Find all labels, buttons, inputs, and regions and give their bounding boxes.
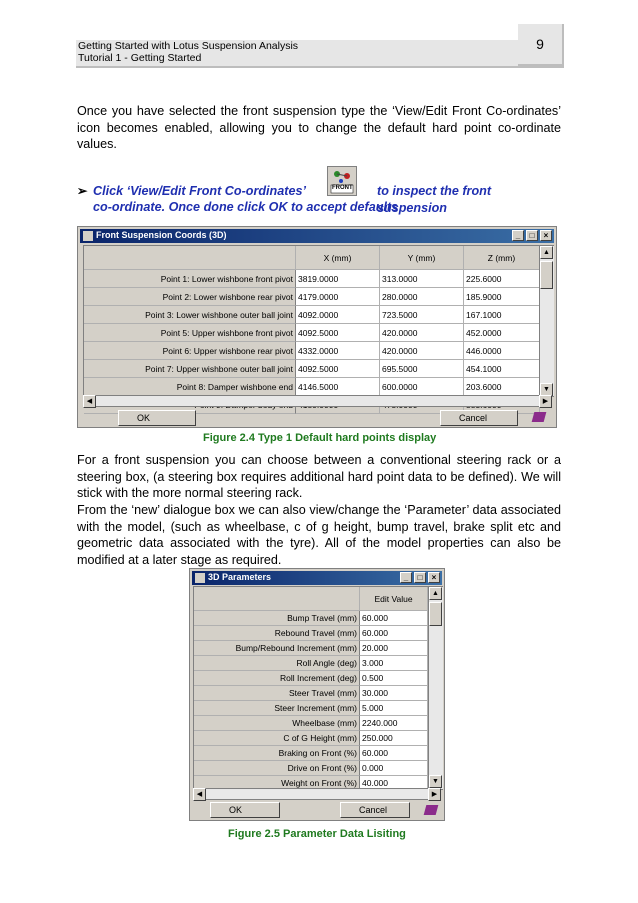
dialog2-vertical-scrollbar[interactable] (428, 587, 443, 789)
dialog1-vertical-scrollbar[interactable] (539, 246, 554, 396)
bullet-arrow-icon: ➢ (77, 184, 88, 198)
parameters-grid[interactable] (193, 586, 443, 790)
column-header-z[interactable]: Z (mm) (464, 246, 540, 270)
table-row[interactable] (194, 686, 442, 701)
table-row[interactable] (84, 378, 553, 396)
row-header: Point 3: Lower wishbone outer ball joint (84, 306, 296, 324)
coords-grid[interactable] (83, 245, 554, 397)
front-suspension-coords-dialog (77, 226, 557, 428)
edit-value-cell[interactable]: 40.000 (360, 776, 428, 791)
maximize-button[interactable]: □ (414, 572, 426, 583)
params-header-row (194, 587, 442, 611)
edit-value-cell[interactable]: 20.000 (360, 641, 428, 656)
y-value-cell[interactable]: 723.5000 (380, 306, 464, 324)
minimize-button[interactable]: _ (512, 230, 524, 241)
corner-cell (194, 587, 360, 611)
table-row[interactable] (194, 656, 442, 671)
view-edit-front-coords-icon[interactable] (327, 166, 357, 196)
edit-value-cell[interactable]: 60.000 (360, 626, 428, 641)
edit-value-cell[interactable]: 2240.000 (360, 716, 428, 731)
edit-value-cell[interactable]: 3.000 (360, 656, 428, 671)
y-value-cell[interactable]: 600.0000 (380, 378, 464, 396)
dialog1-horizontal-scrollbar[interactable] (83, 395, 552, 407)
row-header: Bump/Rebound Increment (mm) (194, 641, 360, 656)
instruction-text-3: co-ordinate. Once done click OK to accept defaults (93, 200, 399, 214)
edit-value-cell[interactable]: 30.000 (360, 686, 428, 701)
table-row[interactable] (84, 288, 553, 306)
scroll-left-button[interactable]: ◀ (193, 788, 206, 801)
scroll-thumb[interactable] (540, 261, 553, 289)
row-header: Rebound Travel (mm) (194, 626, 360, 641)
dialog1-title: Front Suspension Coords (3D) (96, 230, 227, 240)
row-header: Roll Increment (deg) (194, 671, 360, 686)
front-icon-label: FRONT (332, 185, 353, 191)
cancel-button[interactable]: Cancel (440, 410, 518, 426)
row-header: Weight on Front (%) (194, 776, 360, 791)
z-value-cell[interactable]: 185.9000 (464, 288, 540, 306)
header-subtitle: Tutorial 1 - Getting Started (78, 52, 202, 64)
row-header: Point 7: Upper wishbone outer ball joint (84, 360, 296, 378)
intro-paragraph: Once you have selected the front suspension type the ‘View/Edit Front Co-ordinates’ icon becomes enabled, allowing you to change the default hard point co-ordinate values. (77, 104, 561, 151)
z-value-cell[interactable]: 225.6000 (464, 270, 540, 288)
column-header-edit-value[interactable]: Edit Value (360, 587, 428, 611)
z-value-cell[interactable]: 446.0000 (464, 342, 540, 360)
scroll-down-button[interactable]: ▼ (540, 383, 553, 396)
parameter-paragraph: From the ‘new’ dialogue box we can also view/change the ‘Parameter’ data associated with the model, (such as wheelbase, c of g height, bump travel, brake split etc and geometric data associated with the tyre). All of the model properties can also be modified at a later stage as required. (77, 503, 561, 567)
table-row[interactable] (194, 671, 442, 686)
table-row[interactable] (84, 360, 553, 378)
dialog2-titlebar[interactable] (192, 571, 442, 585)
dialog2-title: 3D Parameters (208, 572, 272, 582)
x-value-cell[interactable]: 4092.5000 (296, 360, 380, 378)
coords-header-row (84, 246, 553, 270)
scroll-left-button[interactable]: ◀ (83, 395, 96, 408)
y-value-cell[interactable]: 280.0000 (380, 288, 464, 306)
x-value-cell[interactable]: 4179.0000 (296, 288, 380, 306)
scroll-up-button[interactable]: ▲ (540, 246, 553, 259)
scroll-right-button[interactable]: ▶ (539, 395, 552, 408)
page-header (76, 40, 564, 68)
app-icon (195, 573, 205, 583)
row-header: Roll Angle (deg) (194, 656, 360, 671)
row-header: Point 2: Lower wishbone rear pivot (84, 288, 296, 306)
table-row[interactable] (194, 731, 442, 746)
help-book-icon[interactable] (532, 412, 547, 422)
row-header: Bump Travel (mm) (194, 611, 360, 626)
edit-value-cell[interactable]: 5.000 (360, 701, 428, 716)
table-row[interactable] (194, 626, 442, 641)
column-header-y[interactable]: Y (mm) (380, 246, 464, 270)
row-header: C of G Height (mm) (194, 731, 360, 746)
table-row[interactable] (84, 342, 553, 360)
header-title: Getting Started with Lotus Suspension Analysis (78, 40, 299, 52)
z-value-cell[interactable]: 454.1000 (464, 360, 540, 378)
edit-value-cell[interactable]: 60.000 (360, 746, 428, 761)
table-row[interactable] (194, 611, 442, 626)
page-number: 9 (518, 24, 564, 66)
edit-value-cell[interactable]: 0.000 (360, 761, 428, 776)
column-header-x[interactable]: X (mm) (296, 246, 380, 270)
app-icon (83, 231, 93, 241)
row-header: Point 6: Upper wishbone rear pivot (84, 342, 296, 360)
x-value-cell[interactable]: 4332.0000 (296, 342, 380, 360)
table-row[interactable] (84, 270, 553, 288)
row-header: Wheelbase (mm) (194, 716, 360, 731)
table-row[interactable] (194, 761, 442, 776)
figure-caption-2-4: Figure 2.4 Type 1 Default hard points display (203, 432, 437, 444)
row-header: Point 1: Lower wishbone front pivot (84, 270, 296, 288)
x-value-cell[interactable]: 4146.5000 (296, 378, 380, 396)
scroll-down-button[interactable]: ▼ (429, 775, 442, 788)
y-value-cell[interactable]: 420.0000 (380, 324, 464, 342)
y-value-cell[interactable]: 420.0000 (380, 342, 464, 360)
x-value-cell[interactable]: 3819.0000 (296, 270, 380, 288)
help-book-icon[interactable] (424, 805, 439, 815)
row-header: Steer Increment (mm) (194, 701, 360, 716)
row-header: Braking on Front (%) (194, 746, 360, 761)
table-row[interactable] (194, 701, 442, 716)
ok-button[interactable]: OK (118, 410, 196, 426)
z-value-cell[interactable]: 203.6000 (464, 378, 540, 396)
x-value-cell[interactable]: 4092.0000 (296, 306, 380, 324)
figure-caption-2-5: Figure 2.5 Parameter Data Lisiting (228, 828, 406, 840)
ok-button[interactable]: OK (210, 802, 280, 818)
row-header: Steer Travel (mm) (194, 686, 360, 701)
minimize-button[interactable]: _ (400, 572, 412, 583)
corner-cell (84, 246, 296, 270)
row-header: Drive on Front (%) (194, 761, 360, 776)
parameters-dialog (189, 568, 445, 821)
table-row[interactable] (194, 716, 442, 731)
instruction-text-1: Click ‘View/Edit Front Co-ordinates’ (93, 184, 306, 198)
scroll-right-button[interactable]: ▶ (428, 788, 441, 801)
close-button[interactable]: × (540, 230, 552, 241)
table-row[interactable] (194, 641, 442, 656)
y-value-cell[interactable]: 695.5000 (380, 360, 464, 378)
table-row[interactable] (84, 324, 553, 342)
row-header: Point 5: Upper wishbone front pivot (84, 324, 296, 342)
table-row[interactable] (84, 306, 553, 324)
edit-value-cell[interactable]: 250.000 (360, 731, 428, 746)
edit-value-cell[interactable]: 60.000 (360, 611, 428, 626)
close-button[interactable]: × (428, 572, 440, 583)
row-header: Point 8: Damper wishbone end (84, 378, 296, 396)
scroll-up-button[interactable]: ▲ (429, 587, 442, 600)
steering-paragraph: For a front suspension you can choose between a conventional steering rack or a steering box, (a steering box requires additional hard point data to be defined). We will stick with the more normal steering rack. (77, 453, 561, 500)
instruction-text-2: to inspect the front suspension (377, 184, 492, 215)
x-value-cell[interactable]: 4092.5000 (296, 324, 380, 342)
table-row[interactable] (194, 746, 442, 761)
y-value-cell[interactable]: 313.0000 (380, 270, 464, 288)
cancel-button[interactable]: Cancel (340, 802, 410, 818)
scroll-thumb[interactable] (429, 602, 442, 626)
edit-value-cell[interactable]: 0.500 (360, 671, 428, 686)
dialog2-horizontal-scrollbar[interactable] (193, 788, 441, 800)
maximize-button[interactable]: □ (526, 230, 538, 241)
z-value-cell[interactable]: 452.0000 (464, 324, 540, 342)
z-value-cell[interactable]: 167.1000 (464, 306, 540, 324)
dialog1-titlebar[interactable] (80, 229, 554, 243)
